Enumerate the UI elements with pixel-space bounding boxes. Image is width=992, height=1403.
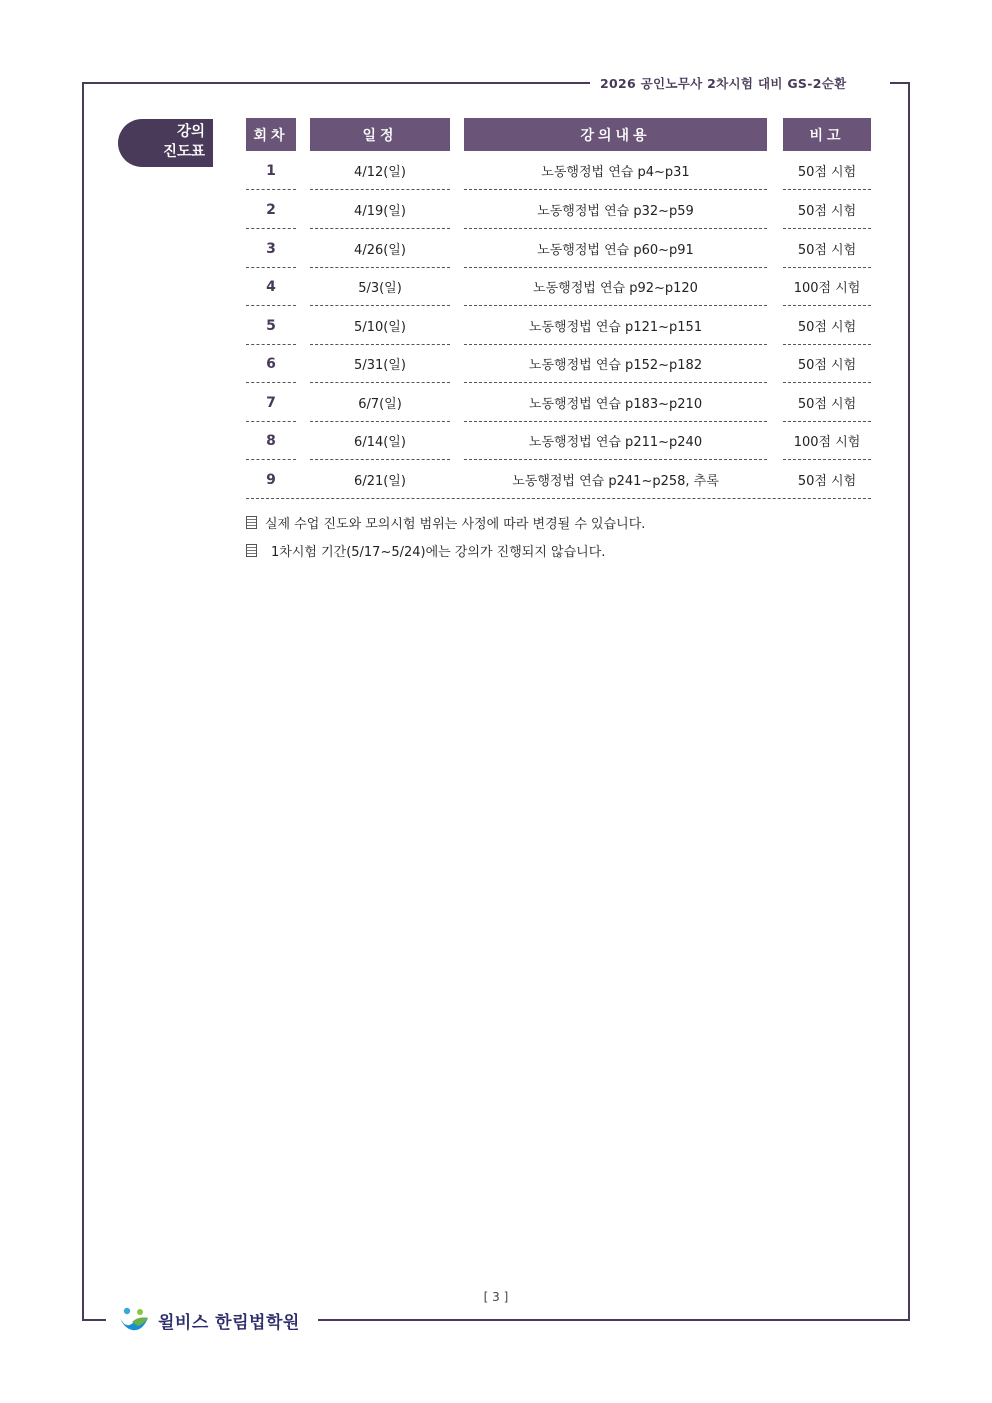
row-remark: 50점 시험 bbox=[783, 384, 871, 422]
row-content: 노동행정법 연습 p183~p210 bbox=[464, 384, 767, 422]
table-row bbox=[0, 384, 992, 422]
row-number: 6 bbox=[246, 345, 296, 383]
row-remark: 50점 시험 bbox=[797, 474, 857, 489]
row-number: 1 bbox=[246, 152, 296, 190]
row-number: 8 bbox=[246, 422, 296, 460]
table-row bbox=[0, 307, 992, 345]
frame-top-border-right bbox=[890, 82, 910, 84]
row-date: 6/21(일) bbox=[354, 474, 406, 489]
row-number: 3 bbox=[246, 230, 296, 268]
row-date: 5/10(일) bbox=[310, 307, 450, 345]
row-remark: 50점 시험 bbox=[783, 307, 871, 345]
table-row bbox=[0, 268, 992, 306]
logo-icon bbox=[118, 1306, 152, 1334]
note-item bbox=[246, 512, 645, 532]
row-date: 6/14(일) bbox=[310, 422, 450, 460]
row-date: 5/3(일) bbox=[310, 268, 450, 306]
row-number: 4 bbox=[246, 268, 296, 306]
row-date: 6/7(일) bbox=[310, 384, 450, 422]
row-content: 노동행정법 연습 p92~p120 bbox=[464, 268, 767, 306]
row-content: 노동행정법 연습 p152~p182 bbox=[464, 345, 767, 383]
row-content: 노동행정법 연습 p32~p59 bbox=[464, 191, 767, 229]
table-row bbox=[0, 345, 992, 383]
row-content: 노동행정법 연습 p60~p91 bbox=[464, 230, 767, 268]
table-header-date: 일정 bbox=[310, 118, 450, 151]
logo bbox=[118, 1306, 300, 1334]
note-item bbox=[246, 540, 605, 560]
row-remark: 50점 시험 bbox=[783, 191, 871, 229]
table-row bbox=[0, 152, 992, 190]
logo-text: 윌비스 한림법학원 bbox=[158, 1312, 300, 1333]
memo-icon bbox=[246, 544, 257, 557]
row-number: 2 bbox=[246, 191, 296, 229]
row-remark: 100점 시험 bbox=[783, 422, 871, 460]
table-header-round: 회차 bbox=[246, 118, 296, 151]
row-remark: 50점 시험 bbox=[783, 152, 871, 190]
table-row bbox=[0, 191, 992, 229]
table-header-content: 강의내용 bbox=[464, 118, 767, 151]
row-number: 5 bbox=[246, 307, 296, 345]
frame-top-border bbox=[82, 82, 590, 84]
row-remark: 100점 시험 bbox=[783, 268, 871, 306]
row-content: 노동행정법 연습 p211~p240 bbox=[464, 422, 767, 460]
table-bottom-rule bbox=[246, 498, 871, 499]
row-date: 5/31(일) bbox=[310, 345, 450, 383]
row-date: 4/19(일) bbox=[310, 191, 450, 229]
frame-bottom-border-left bbox=[82, 1319, 106, 1321]
row-number: 9 bbox=[266, 471, 276, 488]
side-tag-line1: 강의 bbox=[176, 124, 205, 140]
row-date: 4/26(일) bbox=[310, 230, 450, 268]
table-row bbox=[0, 422, 992, 460]
page-number: [ 3 ] bbox=[483, 1290, 509, 1304]
note-text: 실제 수업 진도와 모의시험 범위는 사정에 따라 변경될 수 있습니다. bbox=[265, 516, 646, 532]
row-remark: 50점 시험 bbox=[783, 230, 871, 268]
table-row bbox=[0, 230, 992, 268]
row-content: 노동행정법 연습 p121~p151 bbox=[464, 307, 767, 345]
table-header-remark: 비고 bbox=[783, 118, 871, 151]
row-content: 노동행정법 연습 p241~p258, 추록 bbox=[512, 474, 719, 489]
side-tag-line2: 진도표 bbox=[162, 144, 205, 160]
frame-bottom-border-right bbox=[318, 1319, 910, 1321]
header-title: 2026 공인노무사 2차시험 대비 GS-2순환 bbox=[600, 76, 847, 91]
row-number: 7 bbox=[246, 384, 296, 422]
row-remark: 50점 시험 bbox=[783, 345, 871, 383]
table-row bbox=[0, 461, 992, 499]
memo-icon bbox=[246, 516, 257, 529]
row-date: 4/12(일) bbox=[310, 152, 450, 190]
row-content: 노동행정법 연습 p4~p31 bbox=[464, 152, 767, 190]
note-text: 1차시험 기간(5/17~5/24)에는 강의가 진행되지 않습니다. bbox=[271, 544, 606, 560]
